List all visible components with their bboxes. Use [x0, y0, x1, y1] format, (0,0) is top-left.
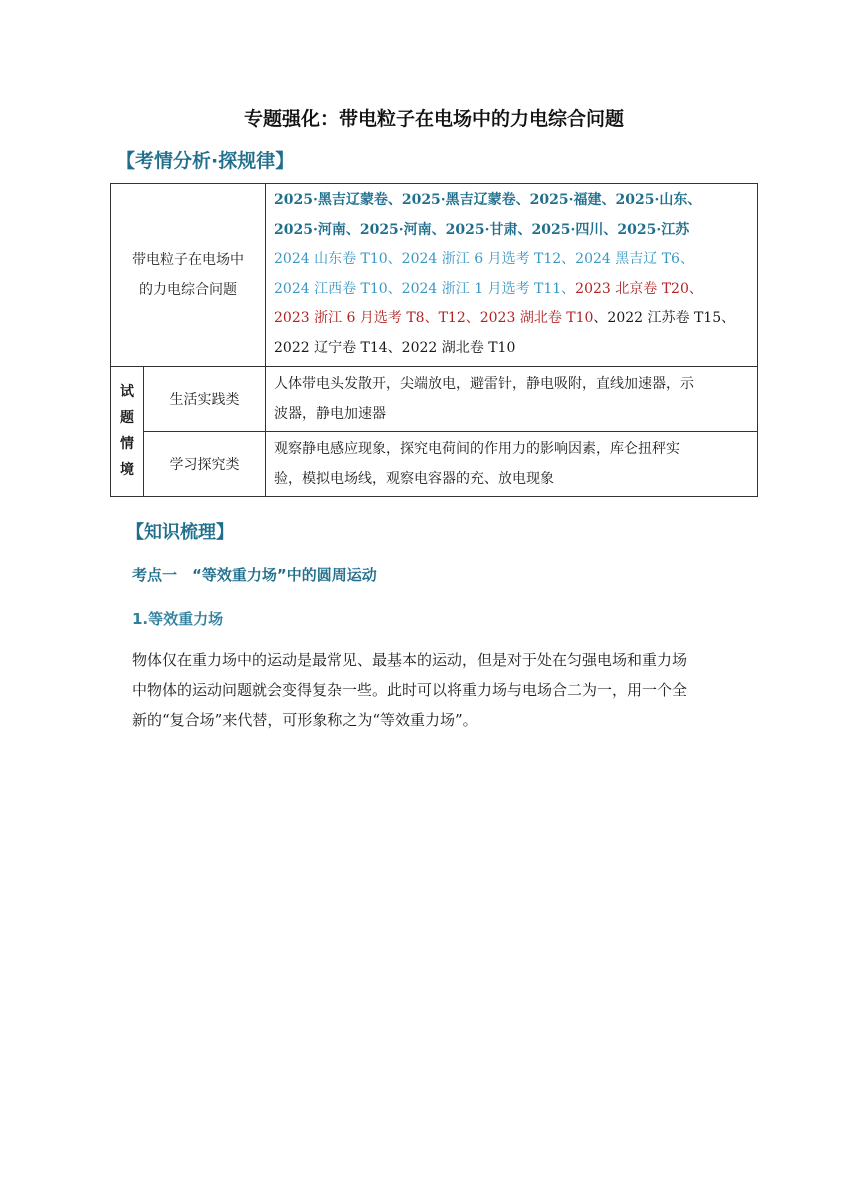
description-line: 人体带电头发散开，尖端放电，避雷针，静电吸附，直线加速器，示: [274, 375, 694, 392]
topic-cell: [111, 184, 266, 367]
body-paragraph: [132, 645, 736, 735]
years-segment: 2023 北京卷 T20、: [575, 280, 703, 297]
description-cell: [266, 431, 758, 496]
description-line: 观察静电感应现象，探究电荷间的作用力的影响因素，库仑扭秤实: [274, 440, 680, 457]
paragraph-line: 物体仅在重力场中的运动是最常见、最基本的运动，但是对于处在匀强电场和重力场: [132, 651, 688, 669]
description-line: 验，模拟电场线，观察电容器的充、放电现象: [274, 470, 554, 487]
years-line: 2025·黑吉辽蒙卷、2025·黑吉辽蒙卷、2025·福建、2025·山东、: [274, 192, 702, 208]
description-cell: [266, 366, 758, 431]
topic-line: 的力电综合问题: [139, 281, 237, 298]
years-segment: 、2022 江苏卷 T15、: [593, 310, 736, 327]
vertical-char: 试: [119, 384, 134, 401]
scenario-vertical-label: [111, 366, 144, 496]
vertical-char: 境: [119, 462, 134, 479]
page-title: 专题强化：带电粒子在电场中的力电综合问题: [243, 108, 624, 130]
table-row: [111, 366, 758, 431]
vertical-char: 题: [119, 410, 134, 427]
sub-heading: 1.等效重力场: [132, 610, 224, 628]
table-row: [111, 184, 758, 367]
years-cell: [266, 184, 758, 367]
category-cell: 生活实践类: [143, 366, 265, 431]
years-segment: 2024 江西卷 T10、2024 浙江 1 月选考 T11、: [274, 280, 576, 297]
years-segment: 2023 浙江 6 月选考 T8、T12、2023 湖北卷 T10: [274, 310, 594, 327]
topic-line: 带电粒子在电场中: [132, 251, 244, 268]
years-line: 2025·河南、2025·河南、2025·甘肃、2025·四川、2025·江苏: [274, 221, 690, 238]
paragraph-line: 新的“复合场”来代替，可形象称之为“等效重力场”。: [132, 711, 478, 729]
analysis-heading: 【考情分析·探规律】: [116, 150, 295, 172]
years-line: 2024 山东卷 T10、2024 浙江 6 月选考 T12、2024 黑吉辽 T6、: [274, 251, 694, 268]
table-row: [111, 431, 758, 496]
knowledge-heading: 【知识梳理】: [126, 522, 234, 543]
years-line: [274, 275, 749, 305]
years-line: [274, 304, 749, 334]
vertical-char: 情: [119, 436, 134, 453]
category-cell: 学习探究类: [143, 431, 265, 496]
paragraph-line: 中物体的运动问题就会变得复杂一些。此时可以将重力场与电场合二为一，用一个全: [132, 681, 688, 699]
description-line: 波器，静电加速器: [274, 405, 386, 422]
exam-analysis-table: [110, 183, 758, 497]
years-line: 2022 辽宁卷 T14、2022 湖北卷 T10: [274, 339, 516, 356]
point-heading: 考点一 “等效重力场”中的圆周运动: [132, 566, 377, 584]
